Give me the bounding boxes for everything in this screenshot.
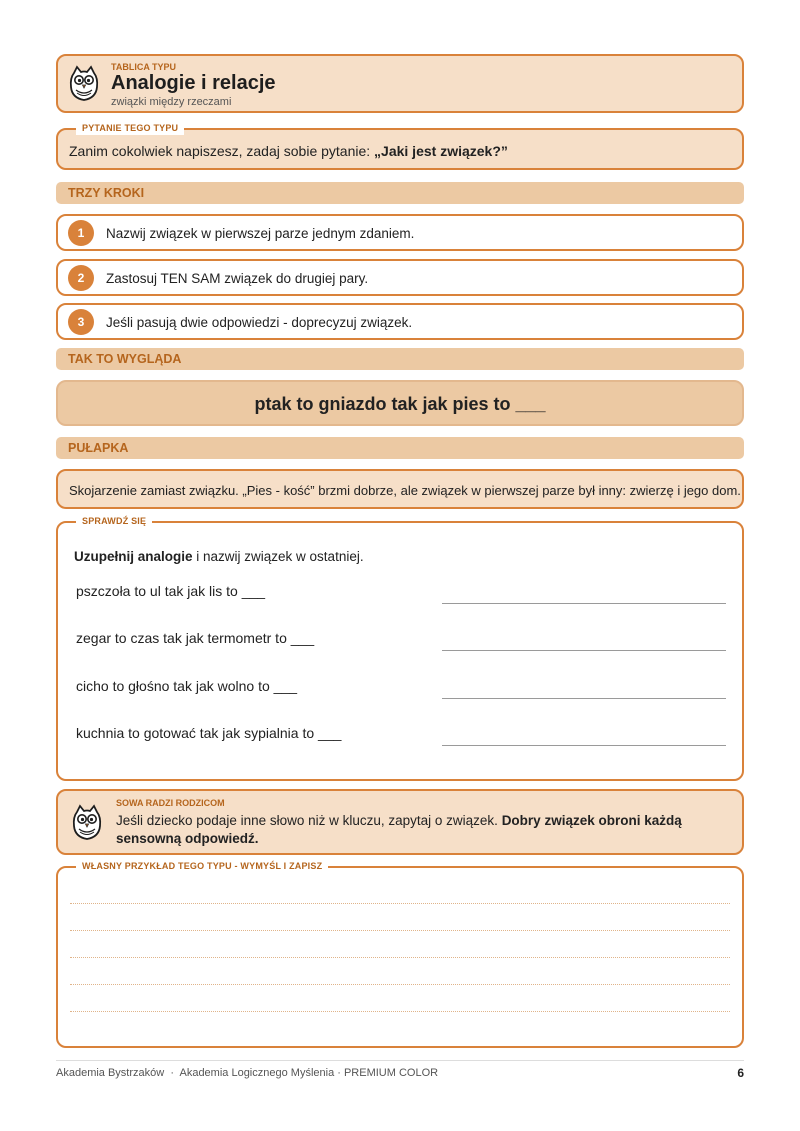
owl-icon <box>71 804 103 842</box>
steps-heading: TRZY KROKI <box>56 182 744 204</box>
writing-line[interactable] <box>70 903 730 904</box>
trap-text: Skojarzenie zamiast związku. „Pies - kość” brzmi dobrze, ale związek w pierwszej parze był inny: zwierzę i jego dom. <box>69 483 741 498</box>
writing-line[interactable] <box>70 984 730 985</box>
example-text: ptak to gniazdo tak jak pies to ___ <box>254 394 546 414</box>
step-text: Nazwij związek w pierwszej parze jednym zdaniem. <box>106 226 415 241</box>
question-prefix: Zanim cokolwiek napiszesz, zadaj sobie pytanie: <box>69 143 375 159</box>
tip-text <box>116 812 728 848</box>
step-text: Jeśli pasują dwie odpowiedzi - doprecyzuj związek. <box>106 315 413 330</box>
exercise-item-text: zegar to czas tak jak termometr to ___ <box>76 630 315 646</box>
owl-icon <box>68 65 100 103</box>
question-card <box>56 123 744 170</box>
step-card <box>56 214 744 251</box>
question-bold: „Jaki jest związek?” <box>374 143 508 159</box>
step-number: 3 <box>68 309 94 335</box>
tip-prefix: Jeśli dziecko podaje inne słowo niż w kluczu, zapytaj o związek. <box>116 813 502 828</box>
answer-line[interactable] <box>442 698 726 699</box>
answer-line[interactable] <box>442 603 726 604</box>
exercise-card <box>56 516 744 781</box>
answer-line[interactable] <box>442 745 726 746</box>
step-text: Zastosuj TEN SAM związek do drugiej pary. <box>106 271 369 286</box>
page-number: 6 <box>737 1066 744 1080</box>
instruction-rest: i nazwij związek w ostatniej. <box>192 549 364 564</box>
exercise-item <box>76 583 728 605</box>
example-heading: TAK TO WYGLĄDA <box>56 348 744 370</box>
writing-line[interactable] <box>70 1011 730 1012</box>
tip-card <box>56 789 744 855</box>
own-example-card <box>56 861 744 1048</box>
instruction-bold: Uzupełnij analogie <box>74 549 193 564</box>
step-number: 1 <box>68 220 94 246</box>
exercise-item <box>76 678 728 700</box>
page-title: Analogie i relacje <box>111 72 276 94</box>
answer-line[interactable] <box>442 650 726 651</box>
tip-legend: SOWA RADZI RODZICOM <box>116 798 225 808</box>
step-card <box>56 259 744 296</box>
footer-left: Akademia Bystrzaków · Akademia Logicznego Myślenia · PREMIUM COLOR <box>56 1067 439 1079</box>
step-card <box>56 303 744 340</box>
exercise-item <box>76 725 728 747</box>
exercise-legend: SPRAWDŹ SIĘ <box>76 514 152 528</box>
question-legend: PYTANIE TEGO TYPU <box>76 121 184 135</box>
header-tag: TABLICA TYPU <box>111 62 176 72</box>
tip-bold: Dobry związek obroni każdą sensowną odpowiedź. <box>116 813 682 846</box>
exercise-item-text: cicho to głośno tak jak wolno to ___ <box>76 678 298 694</box>
exercise-instruction <box>74 549 364 564</box>
writing-line[interactable] <box>70 957 730 958</box>
header-card <box>56 54 744 113</box>
trap-card <box>56 469 744 509</box>
question-text <box>69 143 508 159</box>
example-card <box>56 380 744 426</box>
exercise-item-text: kuchnia to gotować tak jak sypialnia to ___ <box>76 725 342 741</box>
exercise-item-text: pszczoła to ul tak jak lis to ___ <box>76 583 266 599</box>
page-subtitle: związki między rzeczami <box>111 96 232 108</box>
exercise-item <box>76 630 728 652</box>
footer-divider <box>56 1060 744 1061</box>
writing-line[interactable] <box>70 930 730 931</box>
own-example-legend: WŁASNY PRZYKŁAD TEGO TYPU - WYMYŚL I ZAPISZ <box>76 859 328 873</box>
trap-heading: PUŁAPKA <box>56 437 744 459</box>
step-number: 2 <box>68 265 94 291</box>
